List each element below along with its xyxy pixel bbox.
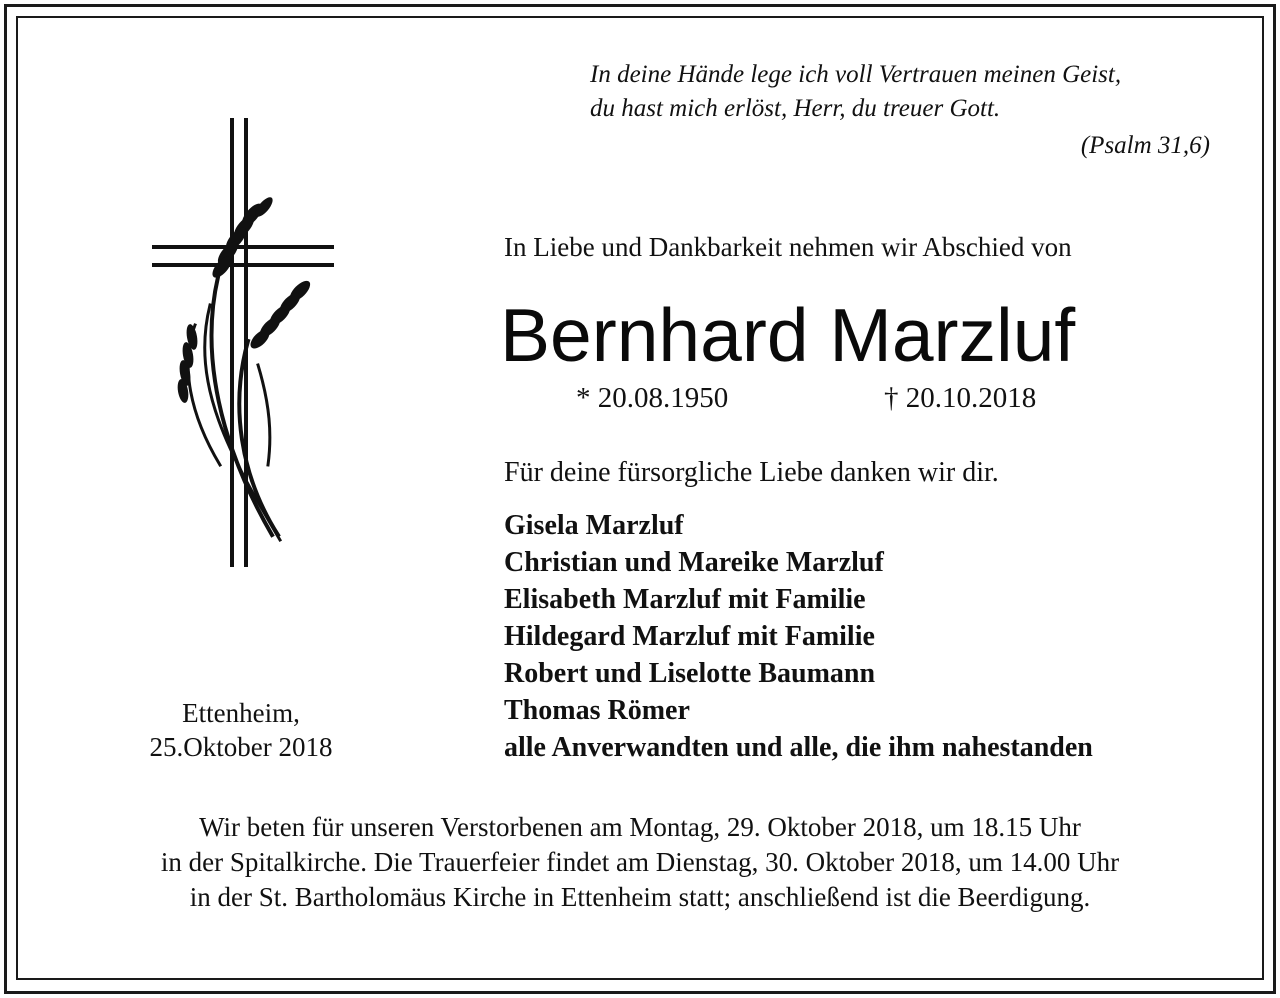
mourner-item: Elisabeth Marzluf mit Familie	[504, 584, 866, 615]
service-notice	[40, 810, 1240, 915]
mourner-item: Hildegard Marzluf mit Familie	[504, 621, 875, 652]
motto-source: (Psalm 31,6)	[1080, 132, 1210, 159]
mourner-item: Robert und Liselotte Baumann	[504, 658, 876, 689]
deceased-name: Bernhard Marzluf	[500, 293, 1076, 377]
mourners-list	[504, 507, 1093, 766]
cross-with-wheat-icon	[140, 115, 340, 575]
motto-quote	[590, 58, 1121, 126]
notice-line-3: in der St. Bartholomäus Kirche in Ettenheim statt; anschließend ist die Beerdigung.	[189, 882, 1091, 912]
notice-line-1: Wir beten für unseren Verstorbenen am Montag, 29. Oktober 2018, um 18.15 Uhr	[199, 812, 1081, 842]
notice-line-2: in der Spitalkirche. Die Trauerfeier findet am Dienstag, 30. Oktober 2018, um 14.00 Uhr	[160, 847, 1120, 877]
birth-date: * 20.08.1950	[576, 382, 729, 414]
place-date: 25.Oktober 2018	[149, 732, 333, 762]
place-and-date	[100, 696, 382, 764]
mourner-item: Christian und Mareike Marzluf	[504, 547, 884, 578]
place-city: Ettenheim,	[182, 698, 300, 728]
mourner-item: Gisela Marzluf	[504, 510, 684, 541]
thanks-text: Für deine fürsorgliche Liebe danken wir dir.	[504, 457, 999, 488]
motto-line-1: In deine Hände lege ich voll Vertrauen meinen Geist,	[590, 61, 1122, 88]
death-date: † 20.10.2018	[884, 382, 1037, 414]
motto-line-2: du hast mich erlöst, Herr, du treuer Gott.	[590, 95, 1001, 122]
mourner-item: Thomas Römer	[504, 695, 690, 726]
intro-text: In Liebe und Dankbarkeit nehmen wir Abschied von	[504, 232, 1072, 262]
mourner-item: alle Anverwandten und alle, die ihm nahestanden	[504, 732, 1093, 763]
